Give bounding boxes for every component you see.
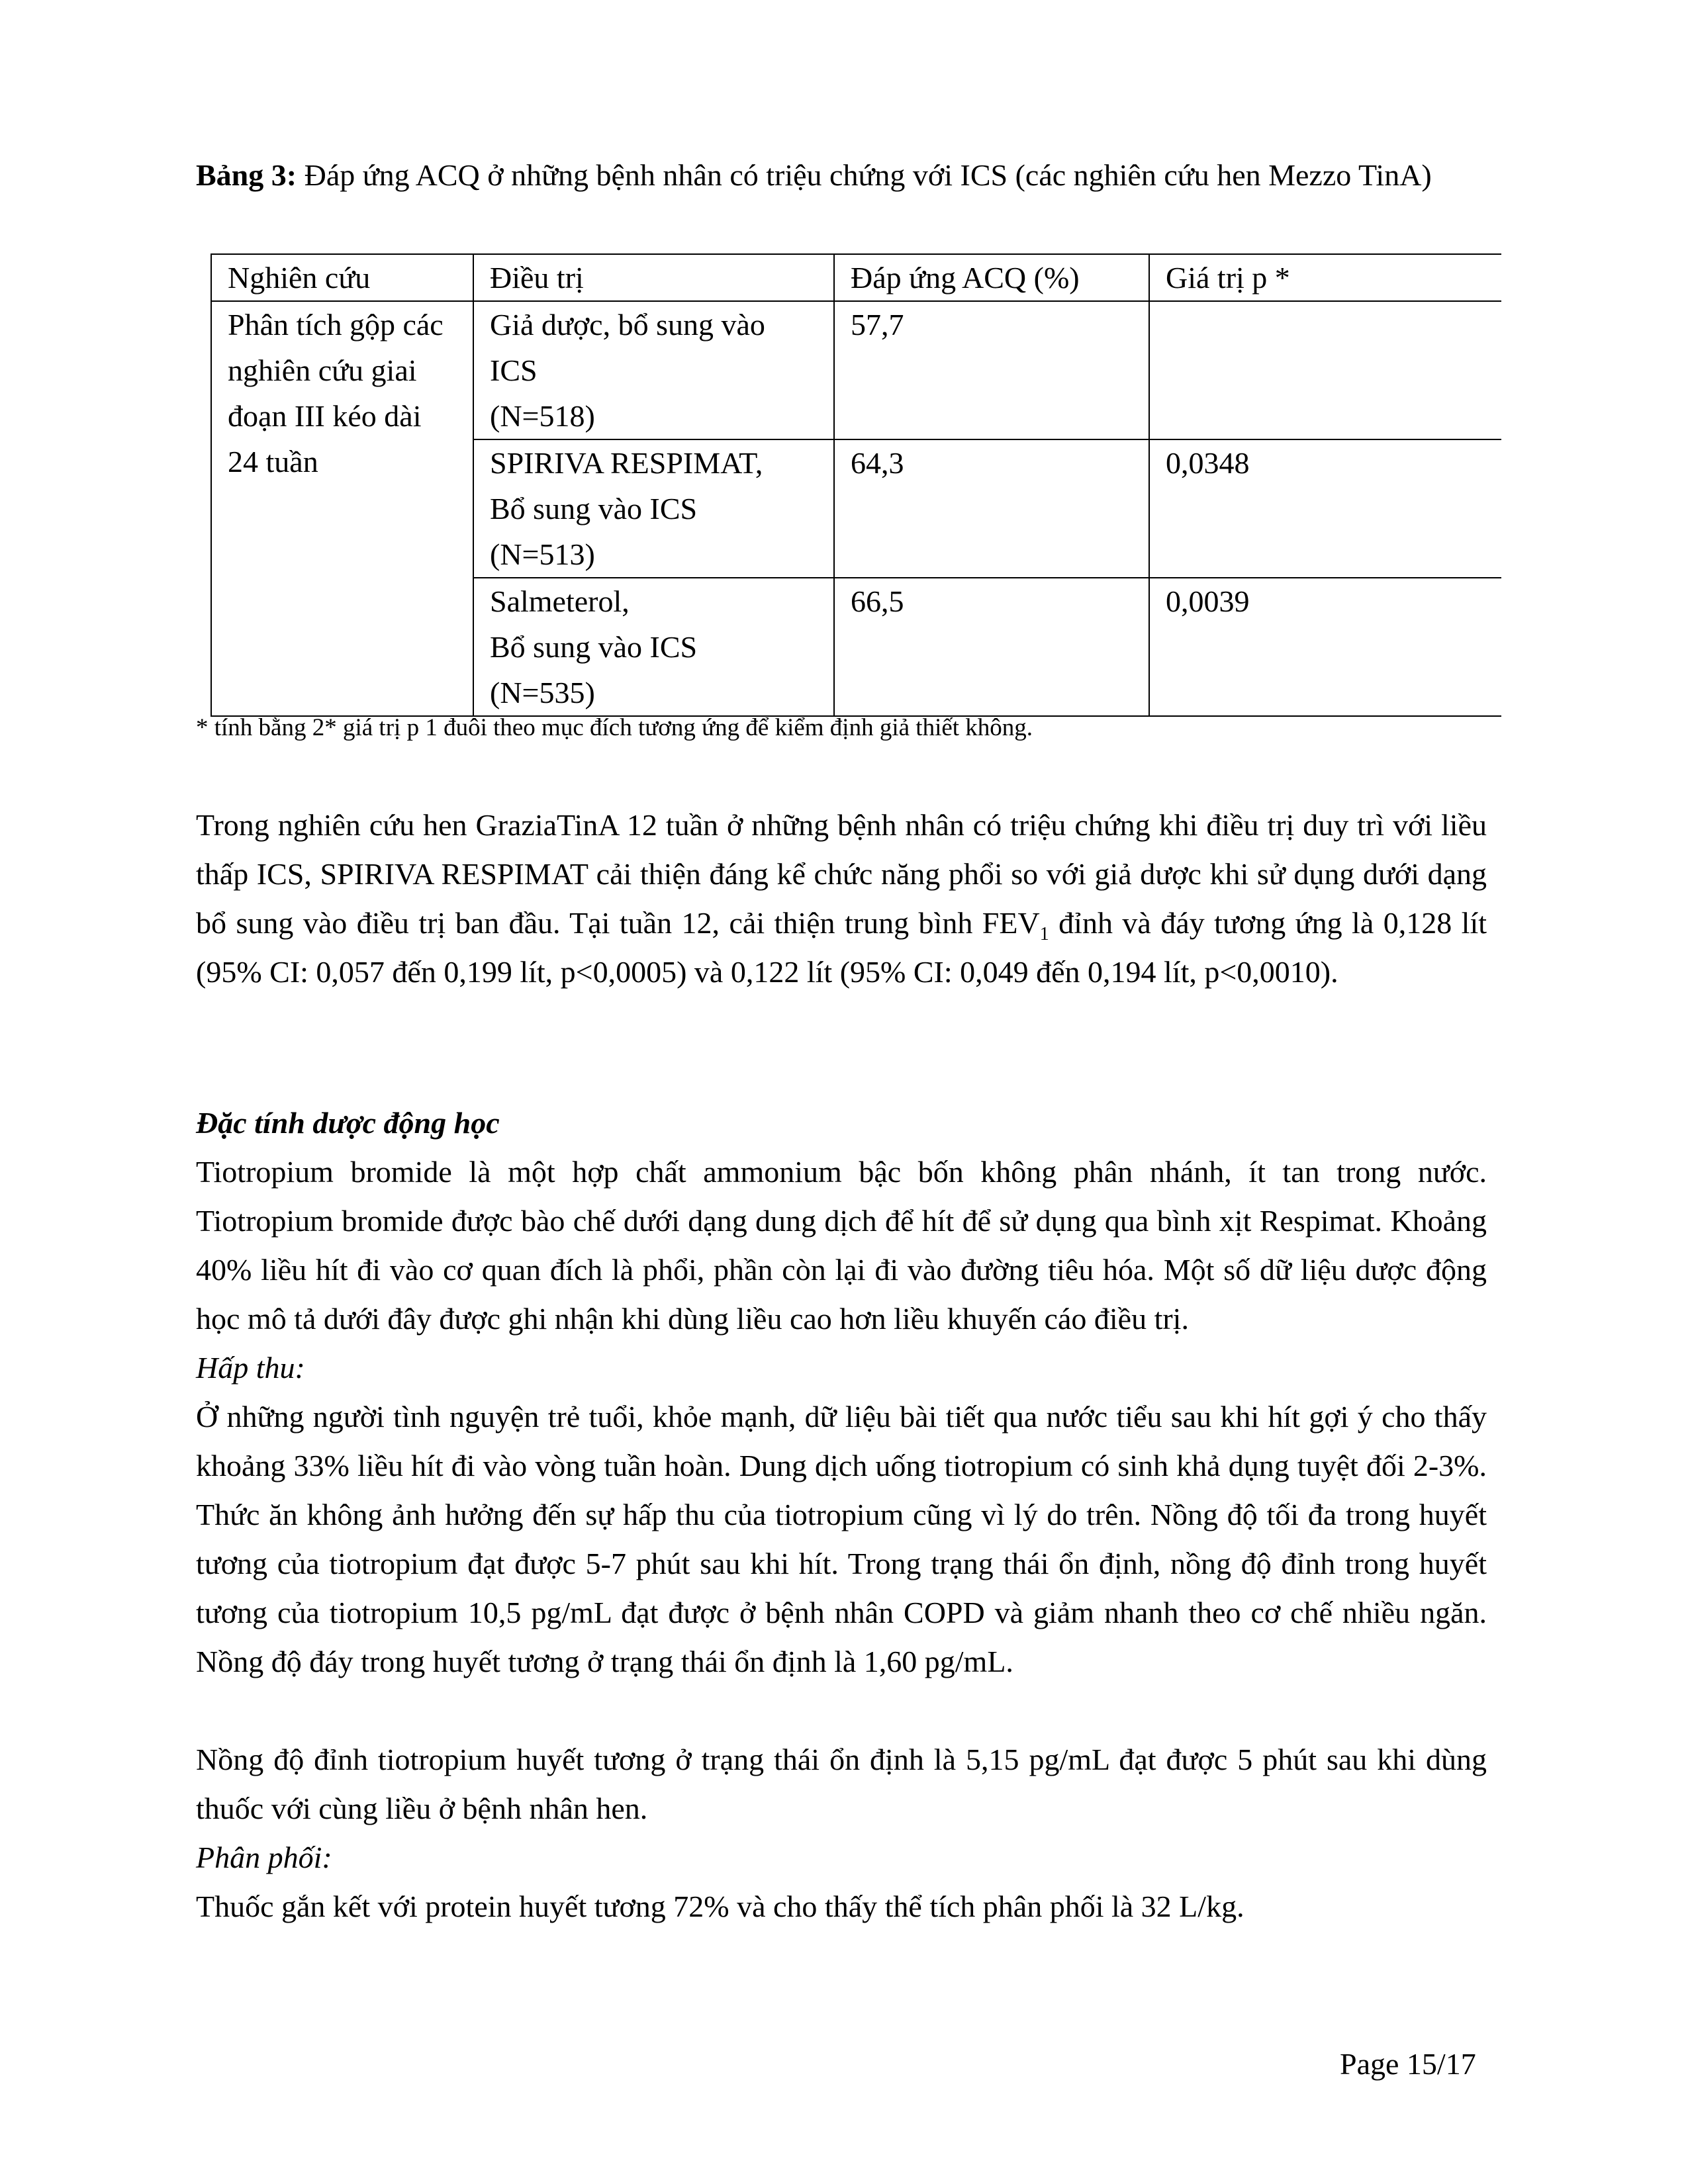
response-cell: 64,3 xyxy=(834,439,1149,578)
paragraph-graziatina xyxy=(196,801,1487,997)
page-number: Page 15/17 xyxy=(1340,2047,1476,2081)
response-cell: 66,5 xyxy=(834,578,1149,716)
distribution-heading: Phân phối: xyxy=(196,1841,332,1874)
treatment-cell xyxy=(473,301,834,439)
paragraph-asthma-peak: Nồng độ đỉnh tiotropium huyết tương ở trạng thái ổn định là 5,15 pg/mL đạt được 5 phút sau khi dùng thuốc với cùng liều ở bệnh nhân hen. xyxy=(196,1743,1487,1825)
section-heading: Đặc tính dược động học xyxy=(196,1106,500,1140)
treatment-cell xyxy=(473,578,834,716)
study-cell xyxy=(211,301,473,716)
treatment-line: SPIRIVA RESPIMAT, xyxy=(490,446,763,480)
paragraph-absorption: Ở những người tình nguyện trẻ tuổi, khỏe mạnh, dữ liệu bài tiết qua nước tiểu sau khi hít gợi ý cho thấy khoảng 33% liều hít đi vào vòng tuần hoàn. Dung dịch uống tiotropium có sinh khả dụng tuyệt đối 2-3%. Thức ăn không ảnh hưởng đến sự hấp thu của tiotropium cũng vì lý do trên. Nồng độ tối đa trong huyết tương của tiotropium đạt được 5-7 phút sau khi hít. Trong trạng thái ổn định, nồng độ đỉnh trong huyết tương của tiotropium 10,5 pg/mL đạt được ở bệnh nhân COPD và giảm nhanh theo cơ chế nhiều ngăn. Nồng độ đáy trong huyết tương ở trạng thái ổn định là 1,60 pg/mL. xyxy=(196,1400,1487,1678)
treatment-line: (N=513) xyxy=(490,537,595,571)
response-cell: 57,7 xyxy=(834,301,1149,439)
treatment-line: Bổ sung vào ICS xyxy=(490,492,698,525)
acq-response-table xyxy=(211,253,1501,717)
table-header-row xyxy=(211,254,1501,301)
treatment-line: Giả dược, bổ sung vào xyxy=(490,308,765,341)
fev-subscript: 1 xyxy=(1039,924,1049,945)
header-study: Nghiên cứu xyxy=(211,254,473,301)
study-line: Phân tích gộp các xyxy=(228,308,444,341)
study-line: đoạn III kéo dài xyxy=(228,399,422,433)
table-row xyxy=(211,301,1501,439)
treatment-line: ICS xyxy=(490,353,538,387)
treatment-line: Salmeterol, xyxy=(490,584,630,618)
table-footnote: * tính bằng 2* giá trị p 1 đuôi theo mục đích tương ứng để kiểm định giả thiết không. xyxy=(196,714,1033,741)
header-p-value: Giá trị p * xyxy=(1149,254,1501,301)
p-value-cell: 0,0348 xyxy=(1149,439,1501,578)
p-value-cell: 0,0039 xyxy=(1149,578,1501,716)
p-value-cell xyxy=(1149,301,1501,439)
study-line: 24 tuần xyxy=(228,445,318,478)
header-treatment: Điều trị xyxy=(473,254,834,301)
study-line: nghiên cứu giai xyxy=(228,353,417,387)
paragraph-text: đỉnh và đáy tương ứng là 0,128 lít (95% CI: 0,057 đến 0,199 lít, p<0,0005) và 0,122 lít (95% CI: 0,049 đến 0,194 lít, p<0,0010). xyxy=(196,906,1487,989)
paragraph-pharmacokinetics: Tiotropium bromide là một hợp chất ammonium bậc bốn không phân nhánh, ít tan trong nước. Tiotropium bromide được bào chế dưới dạng dung dịch để hít để sử dụng qua bình xịt Respimat. Khoảng 40% liều hít đi vào cơ quan đích là phổi, phần còn lại đi vào đường tiêu hóa. Một số dữ liệu dược động học mô tả dưới đây được ghi nhận khi dùng liều cao hơn liều khuyến cáo điều trị. xyxy=(196,1155,1487,1336)
treatment-line: (N=535) xyxy=(490,676,595,709)
treatment-cell xyxy=(473,439,834,578)
table-caption xyxy=(196,151,1487,200)
treatment-line: Bổ sung vào ICS xyxy=(490,630,698,664)
paragraph-distribution: Thuốc gắn kết với protein huyết tương 72% và cho thấy thể tích phân phối là 32 L/kg. xyxy=(196,1889,1244,1923)
table-caption-label: Bảng 3: xyxy=(196,158,297,192)
treatment-line: (N=518) xyxy=(490,399,595,433)
header-acq-response: Đáp ứng ACQ (%) xyxy=(834,254,1149,301)
absorption-heading: Hấp thu: xyxy=(196,1351,305,1385)
table-caption-text: Đáp ứng ACQ ở những bệnh nhân có triệu chứng với ICS (các nghiên cứu hen Mezzo TinA) xyxy=(297,158,1432,192)
paragraph-text: Trong nghiên cứu hen GraziaTinA 12 tuần ở những bệnh nhân có triệu chứng khi điều trị duy trì với liều thấp ICS, SPIRIVA RESPIMAT cải thiện đáng kể chức năng phổi so với giả dược khi sử dụng dưới dạng bổ sung vào điều trị ban đầu. Tại tuần 12, cải thiện trung bình FEV xyxy=(196,808,1487,940)
